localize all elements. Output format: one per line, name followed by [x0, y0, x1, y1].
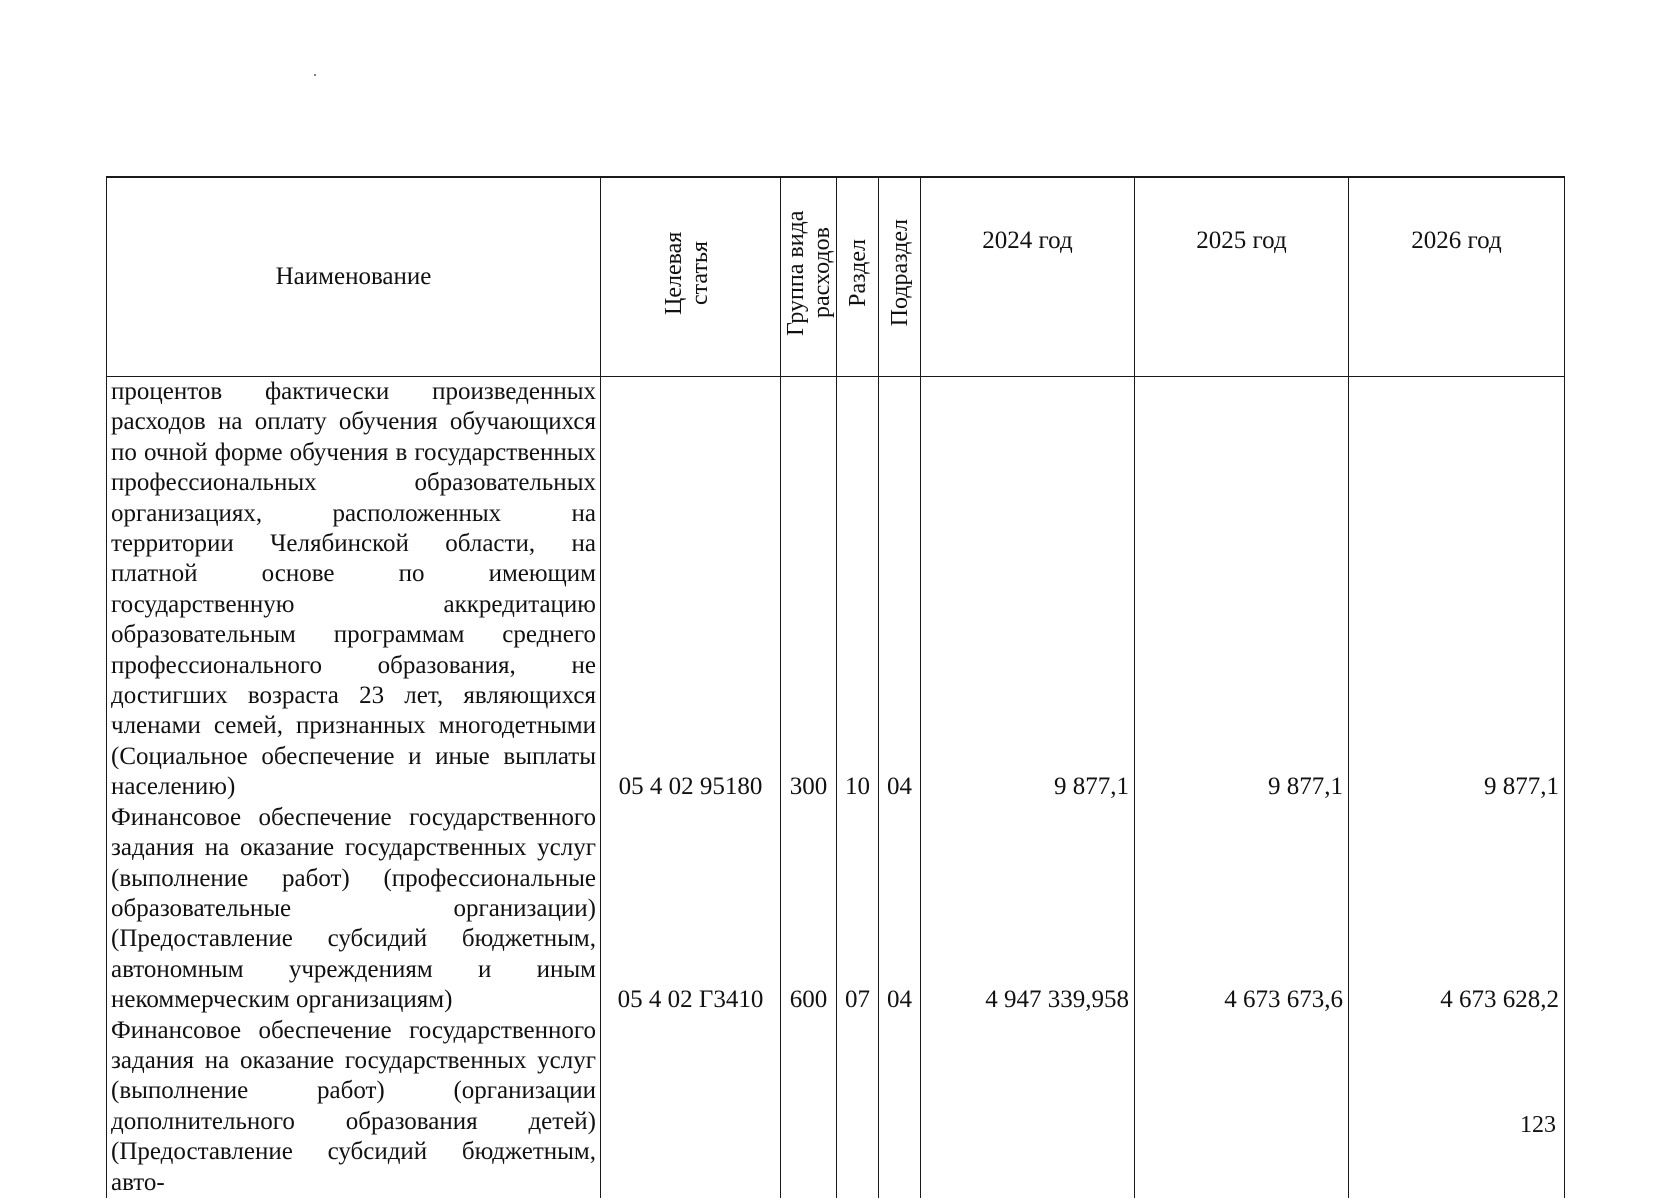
row-1-subsection: 04 [879, 377, 921, 803]
header-year-2026-label: 2026 год [1411, 227, 1502, 254]
header-expense-group-label: Группа вида расходов [782, 210, 835, 336]
row-2-target-article: 05 4 02 Г3410 [601, 803, 781, 1016]
row-2-name: Финансовое обеспечение государственного задания на оказание государственных услуг (выполнение работ) (профессиональные образовательные организации) (Предоставление субсидий бюджетным, автономным учреждениям и иным некоммерческим организациям) [107, 803, 601, 1016]
scan-speck [314, 74, 316, 76]
header-name-label: Наименование [275, 262, 432, 290]
row-3-target-article [601, 1016, 781, 1198]
row-1-year-2026: 9 877,1 [1349, 377, 1565, 803]
row-2-subsection: 04 [879, 803, 921, 1016]
row-3-year-2025 [1135, 1016, 1349, 1198]
row-2-expense-group: 600 [781, 803, 837, 1016]
row-1-expense-group: 300 [781, 377, 837, 803]
header-subsection [879, 177, 921, 377]
row-2-section: 07 [837, 803, 879, 1016]
header-name [107, 177, 601, 377]
row-2-year-2025: 4 673 673,6 [1135, 803, 1349, 1016]
table-row [107, 803, 1565, 1016]
row-3-expense-group [781, 1016, 837, 1198]
header-target-article [601, 177, 781, 377]
table-row [107, 377, 1565, 803]
header-year-2025-label: 2025 год [1196, 227, 1287, 254]
header-year-2025 [1135, 177, 1349, 377]
page-number: 123 [1520, 1112, 1556, 1138]
header-year-2024 [921, 177, 1135, 377]
table-row [107, 1016, 1565, 1198]
row-3-subsection [879, 1016, 921, 1198]
header-section-label: Раздел [844, 238, 871, 307]
row-1-year-2025: 9 877,1 [1135, 377, 1349, 803]
row-1-target-article: 05 4 02 95180 [601, 377, 781, 803]
row-3-section [837, 1016, 879, 1198]
header-subsection-label: Подраздел [886, 219, 913, 327]
header-section [837, 177, 879, 377]
row-1-name: процентов фактически произведенных расходов на оплату обучения обучающихся по очной форме обучения в государственных профессиональных образовательных организациях, расположенных на территории Челябинской области, на платной основе по имеющим государственную аккредитацию образовательным программам среднего профессионального образования, не достигших возраста 23 лет, являющихся членами семей, признанных многодетными (Социальное обеспечение и иные выплаты населению) [107, 377, 601, 803]
row-2-year-2024: 4 947 339,958 [921, 803, 1135, 1016]
row-2-year-2026: 4 673 628,2 [1349, 803, 1565, 1016]
header-year-2026 [1349, 177, 1565, 377]
header-year-2024-label: 2024 год [982, 227, 1073, 254]
row-1-year-2024: 9 877,1 [921, 377, 1135, 803]
row-3-year-2026 [1349, 1016, 1565, 1198]
header-expense-group [781, 177, 837, 377]
row-1-section: 10 [837, 377, 879, 803]
row-3-name: Финансовое обеспечение государственного задания на оказание государственных услуг (выполнение работ) (организации дополнительного образования детей) (Предоставление субсидий бюджетным, авто- [107, 1016, 601, 1198]
row-3-year-2024 [921, 1016, 1135, 1198]
budget-table [106, 176, 1565, 1198]
header-target-article-label: Целевая статья [660, 231, 713, 315]
table-header-row [107, 177, 1565, 377]
